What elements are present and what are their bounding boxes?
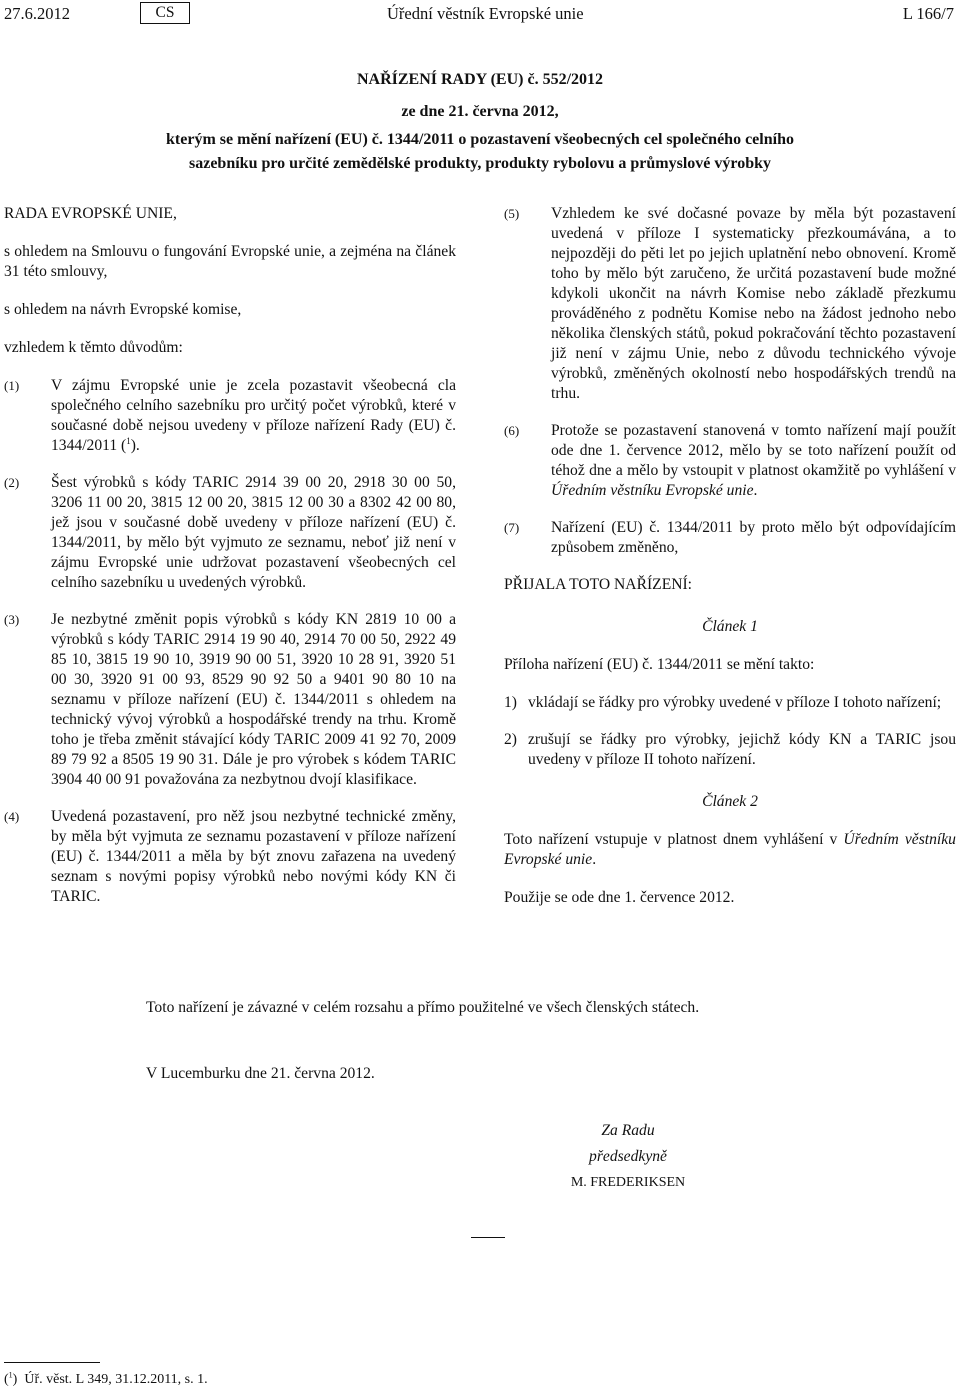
language-badge: CS (140, 2, 190, 24)
signature-name: M. FREDERIKSEN (570, 1175, 686, 1190)
publication-date: 27.6.2012 (4, 4, 70, 23)
regulation-title (0, 64, 960, 176)
regulation-number: NAŘÍZENÍ RADY (EU) č. 552/2012 (356, 71, 604, 88)
recital-7 (504, 518, 956, 558)
article-2-title: Článek 2 (702, 793, 758, 810)
point-text: vkládají se řádky pro výrobky uvedené v příloze I tohoto nařízení; (528, 694, 942, 711)
recital-text: Je nezbytné změnit popis výrobků s kódy KN 2819 10 00 a výrobků s kódy TARIC 2914 19 90 40, 2914 70 00 50, 2922 49 85 10, 3815 19 90 10, 3919 90 00 51, 3920 10 28 91, 3920 51 00 30, 3920 91 00 93, 8529 90 92 50 a 9401 90 80 10 na seznamu v příloze nařízení (EU) č. 1344/2011 s ohledem na technický vývoj výrobků a hospodářské trendy na trhu. Kromě toho je třeba změnit stávající kódy TARIC 2009 41 92 70, 2009 89 79 92 a 8505 19 90 31. Dále je pro výrobek s kódem TARIC 3904 40 00 91 považována za nezbytnou dvojí klasifikace. (51, 611, 456, 788)
signature-role: předsedkyně (589, 1148, 667, 1165)
recital-number: (1) (4, 378, 20, 393)
regulation-subject-line-1: kterým se mění nařízení (EU) č. 1344/2011 o pozastavení všeobecných cel společného celního (166, 131, 794, 148)
having-regard-proposal: s ohledem na návrh Evropské komise, (4, 301, 242, 318)
signature-for: Za Radu (601, 1122, 655, 1139)
whereas-heading: vzhledem k těmto důvodům: (4, 339, 183, 356)
point-number: 1) (504, 694, 517, 711)
article-1-title: Článek 1 (702, 618, 758, 635)
signature-block (470, 1118, 786, 1196)
binding-clause: Toto nařízení je závazné v celém rozsahu a přímo použitelné ve všech členských státech. (146, 999, 700, 1016)
page-number: L 166/7 (902, 4, 954, 23)
journal-name-italic: Úředním věstníku Evropské unie (504, 831, 956, 868)
adoption-formula: PŘIJALA TOTO NAŘÍZENÍ: (504, 576, 692, 593)
footnote: ($^1$) Úř. věst. L 349, 31.12.2011, s. 1. (4, 1370, 208, 1387)
council-heading: RADA EVROPSKÉ UNIE, (4, 205, 177, 222)
article-2-text-tail: . (592, 851, 597, 868)
recital-number: (7) (504, 520, 520, 535)
footnote-separator (4, 1362, 100, 1363)
regulation-subject-line-2: sazebníku pro určité zemědělské produkty, produkty rybolovu a průmyslové výrobky (189, 155, 771, 172)
recital-number: (5) (504, 206, 520, 221)
footnote-reference[interactable]: 1 (126, 435, 131, 446)
left-column (4, 204, 456, 924)
journal-title: Úřední věstník Evropské unie (387, 4, 584, 23)
article-1-intro: Příloha nařízení (EU) č. 1344/2011 se mění takto: (504, 656, 815, 673)
recital-text: Protože se pozastavení stanovená v tomto nařízení mají použít ode dne 1. července 2012, mělo by se toto nařízení použít od téhož dne a mělo by vstoupit v platnost okamžitě po vyhlášení v (551, 422, 956, 479)
point-number: 2) (504, 731, 517, 748)
recital-number: (2) (4, 475, 20, 490)
recital-text: Šest výrobků s kódy TARIC 2914 39 00 20, 2918 30 00 50, 3206 11 00 20, 3815 12 00 20, 3815 12 00 30 a 8302 42 00 80, jež jsou v současné době uvedeny v příloze nařízení (EU) č. 1344/2011, by mělo být vyjmuto ze seznamu, neboť již není v zájmu Evropské unie udržovat pozastavení všeobecných cel celního sazebníku u uvedených výrobků. (51, 474, 456, 591)
recital-1 (4, 376, 456, 456)
article-1-point-1 (504, 693, 956, 713)
article-1-point-2 (504, 730, 956, 770)
recital-number: (6) (504, 423, 520, 438)
recital-text: Nařízení (EU) č. 1344/2011 by proto mělo být odpovídajícím způsobem změněno, (551, 519, 956, 556)
journal-name-italic: Úředním věstníku Evropské unie (551, 482, 754, 499)
recital-number: (3) (4, 612, 20, 627)
point-text: zrušují se řádky pro výrobky, jejichž kódy KN a TARIC jsou uvedeny v příloze II tohoto nařízení. (528, 731, 956, 768)
recital-text: V zájmu Evropské unie je zcela pozastavit všeobecná cla společného celního sazebníku pro určitý počet výrobků, které v současné době nejsou uvedeny v příloze nařízení Rady (EU) č. 1344/2011 ( (51, 377, 456, 454)
regulation-date: ze dne 21. června 2012, (401, 103, 559, 120)
recital-6 (504, 421, 956, 501)
page-header (4, 4, 954, 26)
recital-text: Uvedená pozastavení, pro něž jsou nezbytné technické změny, by měla být vyjmuta ze seznamu pozastavení v příloze nařízení (EU) č. 1344/2011 a měla by být znovu zařazena na uvedený seznam s novými popisy výrobků nebo novými kódy KN či TARIC. (51, 808, 456, 905)
recital-number: (4) (4, 809, 20, 824)
recital-2 (4, 473, 456, 593)
recital-5 (504, 204, 956, 404)
footnote-number: 1 (8, 1370, 13, 1380)
recital-text-tail: . (753, 482, 758, 499)
recital-text: Vzhledem ke své dočasné povaze by měla být pozastavení uvedená v příloze I systematicky přezkoumávána, a to nejpozději do pěti let po jejich uplatnění nebo obnovení. Kromě toho by mělo být zaručeno, že určitá pozastavení bude možné kdykoli ukončit na návrh Komise nebo základě přezkumu prováděného z podnětu Komise nebo na žádost jednoho nebo několika členských států, pokud pokračování těchto pozastavení již není v zájmu Unie, nebo z důvodu technického vývoje výrobků, změněných okolností nebo hospodářských trendů na trhu. (551, 205, 956, 402)
having-regard-treaty: s ohledem na Smlouvu o fungování Evropské unie, a zejména na článek 31 této smlouvy, (4, 243, 456, 280)
separator-rule (471, 1237, 505, 1238)
article-2-application: Použije se ode dne 1. července 2012. (504, 889, 735, 906)
place-and-date: V Lucemburku dne 21. června 2012. (146, 1065, 375, 1082)
recital-text-tail: ). (130, 437, 140, 454)
recital-4 (4, 807, 456, 907)
article-2-entry-into-force (504, 830, 956, 870)
footnote-text: Úř. věst. L 349, 31.12.2011, s. 1. (24, 1372, 208, 1387)
right-column (504, 204, 956, 926)
recital-3 (4, 610, 456, 790)
article-2-text: Toto nařízení vstupuje v platnost dnem vyhlášení v (504, 831, 844, 848)
